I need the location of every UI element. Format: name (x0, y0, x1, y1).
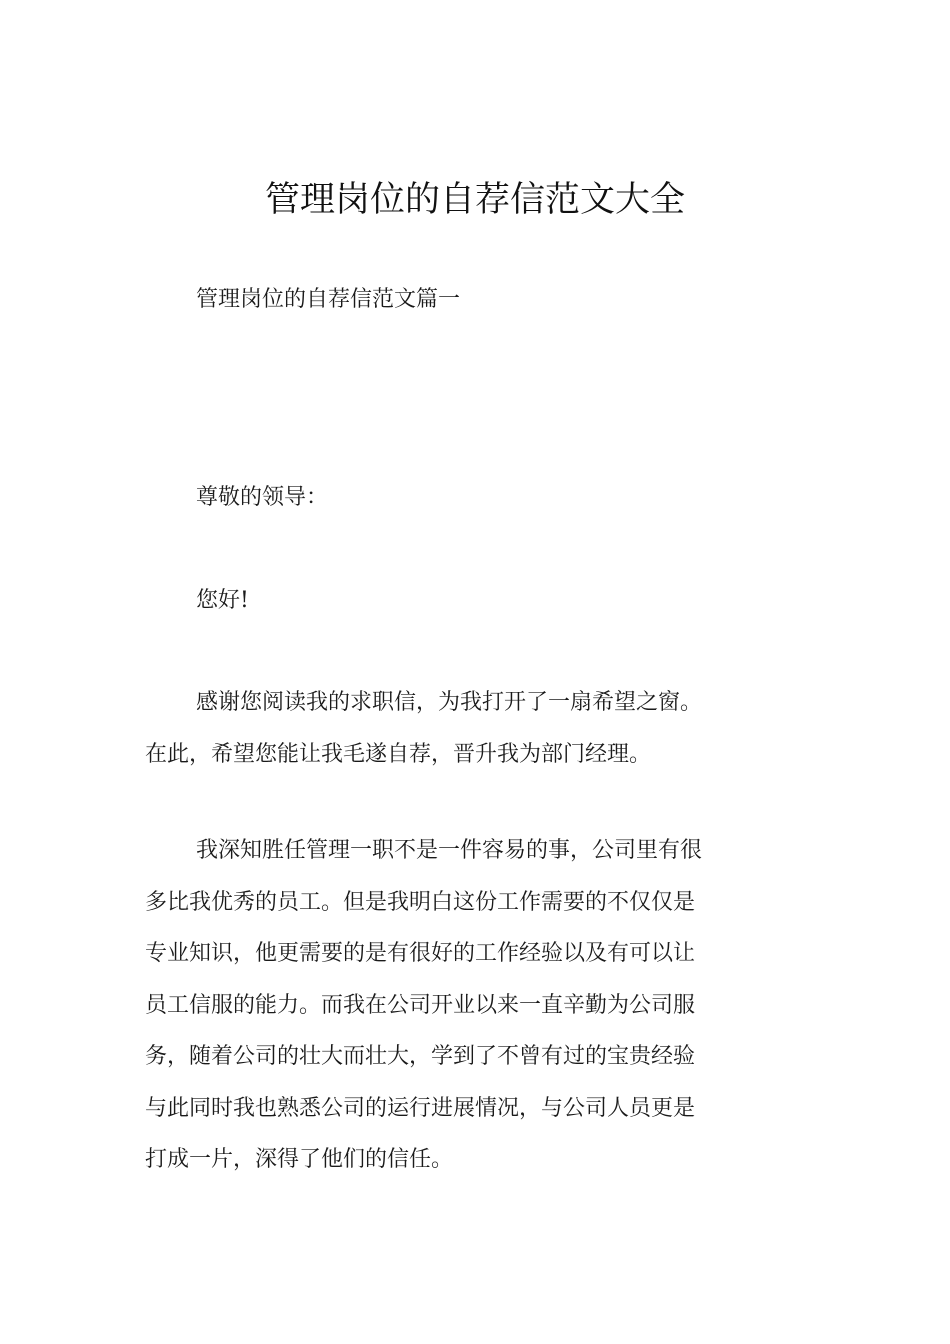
paragraph-line: 在此，希望您能让我毛遂自荐，晋升我为部门经理。 (145, 741, 652, 767)
body-paragraph-1 (145, 677, 807, 780)
paragraph-line: 打成一片，深得了他们的信任。 (145, 1147, 454, 1172)
paragraph-line: 我深知胜任管理一职不是一件容易的事，公司里有很 (196, 838, 703, 863)
paragraph-line: 员工信服的能力。而我在公司开业以来一直辛勤为公司服 (145, 992, 696, 1018)
letter-greeting: 您好! (196, 588, 249, 613)
paragraph-line: 专业知识，他更需要的是有很好的工作经验以及有可以让 (145, 941, 696, 966)
paragraph-line: 务，随着公司的壮大而壮大，学到了不曾有过的宝贵经验 (145, 1044, 696, 1069)
paragraph-line: 与此同时我也熟悉公司的运行进展情况，与公司人员更是 (145, 1095, 696, 1121)
document-title: 管理岗位的自荐信范文大全 (264, 180, 685, 220)
body-paragraph-2 (145, 825, 807, 1186)
paragraph-line: 多比我优秀的员工。但是我明白这份工作需要的不仅仅是 (145, 889, 696, 915)
paragraph-line: 感谢您阅读我的求职信，为我打开了一扇希望之窗。 (196, 690, 703, 715)
section-heading: 管理岗位的自荐信范文篇一 (196, 287, 461, 312)
letter-salutation: 尊敬的领导： (196, 485, 329, 510)
